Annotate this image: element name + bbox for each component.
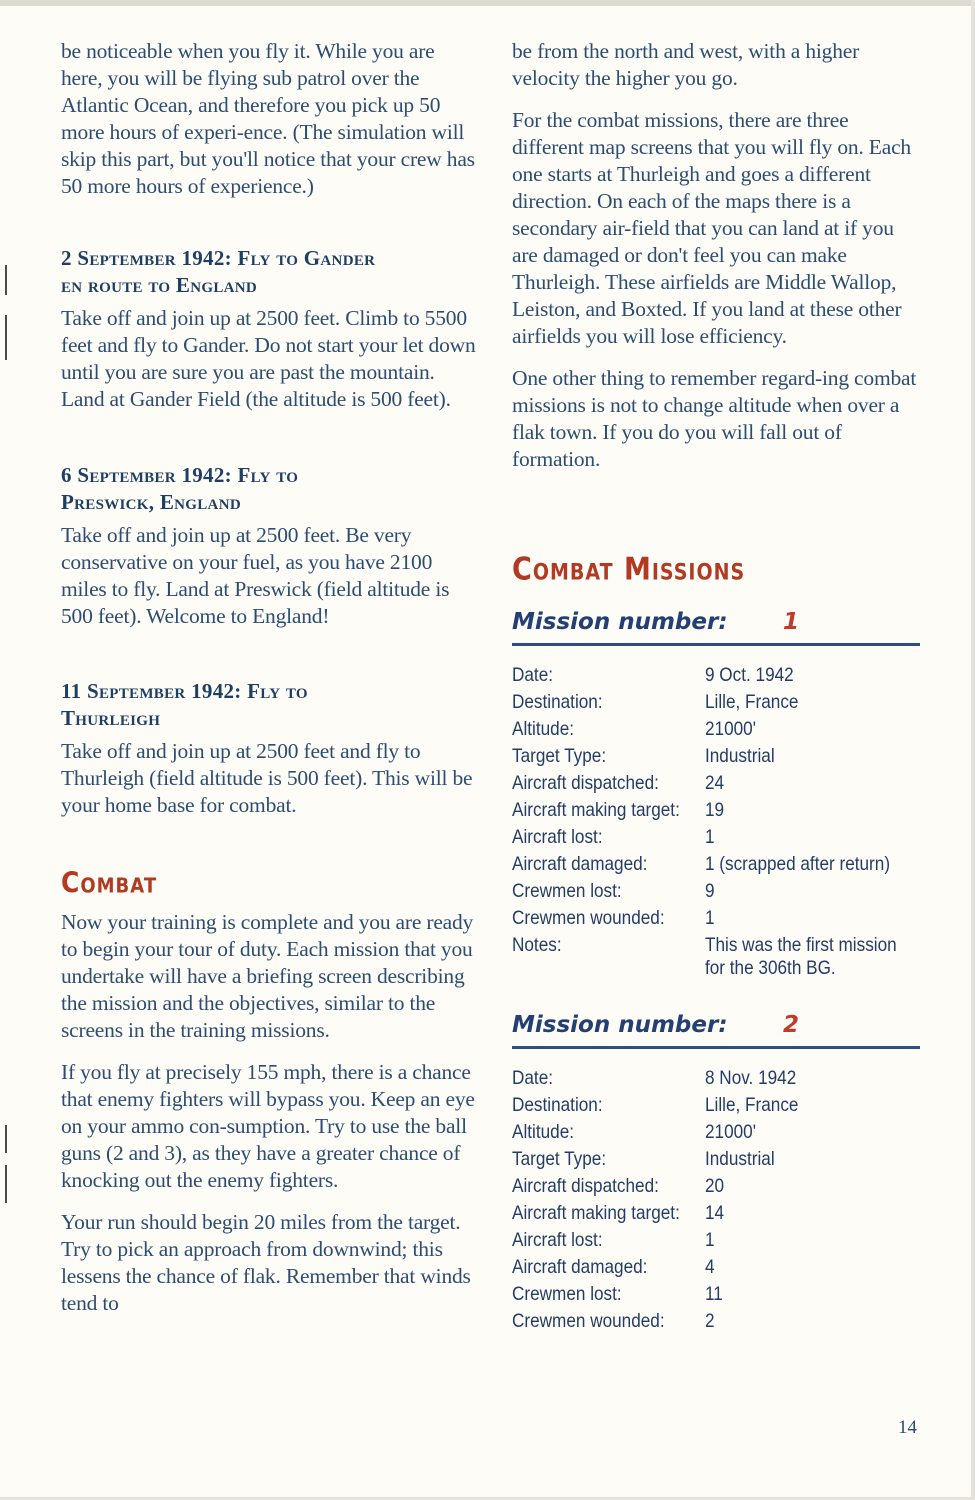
row-label: Crewmen wounded: bbox=[512, 1310, 665, 1332]
mission-row bbox=[512, 1175, 920, 1202]
row-value: 11 bbox=[705, 1283, 723, 1305]
mission-row bbox=[512, 907, 920, 934]
section-heading-line: 2 September 1942: Fly to Gander bbox=[61, 246, 376, 270]
mission-label: Mission number: bbox=[512, 609, 728, 635]
mission-row bbox=[512, 853, 920, 880]
mission-header bbox=[512, 609, 920, 646]
section-thurleigh bbox=[61, 678, 476, 834]
mission-row bbox=[512, 799, 920, 826]
scan-edge-right bbox=[971, 0, 975, 1500]
row-value: 21000' bbox=[705, 718, 756, 740]
notes-line: This was the first mission bbox=[705, 934, 897, 956]
mission-row bbox=[512, 1283, 920, 1310]
mission-row bbox=[512, 1202, 920, 1229]
row-value: 1 bbox=[705, 1229, 715, 1251]
section-heading bbox=[61, 462, 476, 516]
page-number: 14 bbox=[898, 1417, 917, 1438]
combat-missions-heading: Combat Missions bbox=[512, 552, 746, 588]
mission-row bbox=[512, 718, 920, 745]
row-value: 14 bbox=[705, 1202, 725, 1224]
mission-row bbox=[512, 1067, 920, 1094]
section-gander bbox=[61, 245, 476, 428]
mission-2-block bbox=[512, 1012, 920, 1337]
section-heading-line: en route to England bbox=[61, 273, 258, 297]
section-text: Take off and join up at 2500 feet and fly to Thurleigh (field altitude is 500 feet). This will be your home base for combat. bbox=[61, 739, 473, 817]
row-label: Target Type: bbox=[512, 1148, 607, 1170]
section-text: Take off and join up at 2500 feet. Be very conservative on your fuel, as you have 2100 miles to fly. Land at Preswick (field altitude is 500 feet). Welcome to England! bbox=[61, 523, 450, 628]
section-heading bbox=[61, 245, 476, 299]
right-paragraph: For the combat missions, there are three different map screens that you will fly on. Each one starts at Thurleigh and goes a different direction. On each of the maps there is a secondary air-field that you can land at if you are damaged or don't feel you can make Thurleigh. These airfields are Middle Wallop, Leiston, and Boxted. If you land at these other airfields you will lose efficiency. bbox=[512, 108, 911, 348]
mission-row bbox=[512, 664, 920, 691]
row-label: Date: bbox=[512, 1067, 554, 1089]
mission-row bbox=[512, 745, 920, 772]
row-value: 19 bbox=[705, 799, 725, 821]
row-label: Crewmen lost: bbox=[512, 880, 622, 902]
combat-heading: Combat bbox=[61, 866, 158, 900]
right-text bbox=[512, 38, 922, 488]
row-label: Aircraft making target: bbox=[512, 1202, 680, 1224]
row-label: Aircraft dispatched: bbox=[512, 772, 659, 794]
row-value: 21000' bbox=[705, 1121, 756, 1143]
row-label: Crewmen lost: bbox=[512, 1283, 622, 1305]
combat-paragraph: If you fly at precisely 155 mph, there is a chance that enemy fighters will bypass you. Keep an eye on your ammo con-sumption. Try to use the ball guns (2 and 3), as they have a greater chance of knocking out the enemy fighters. bbox=[61, 1060, 475, 1192]
notes-value bbox=[705, 934, 916, 980]
mission-header bbox=[512, 1012, 920, 1049]
binding-mark bbox=[5, 1125, 7, 1153]
row-label: Altitude: bbox=[512, 718, 575, 740]
mission-row bbox=[512, 826, 920, 853]
row-label: Aircraft lost: bbox=[512, 826, 603, 848]
binding-mark bbox=[5, 315, 7, 360]
row-label: Destination: bbox=[512, 691, 603, 713]
row-value: Industrial bbox=[705, 745, 775, 767]
binding-mark bbox=[5, 265, 7, 295]
section-preswick bbox=[61, 462, 476, 645]
row-value: 1 bbox=[705, 826, 715, 848]
section-heading bbox=[61, 678, 476, 732]
right-paragraph: One other thing to remember regard-ing combat missions is not to change altitude when over a flak town. If you do you will fall out of formation. bbox=[512, 366, 917, 471]
mission-row bbox=[512, 1148, 920, 1175]
row-label: Aircraft lost: bbox=[512, 1229, 603, 1251]
intro-paragraph: be noticeable when you fly it. While you are here, you will be flying sub patrol over the Atlantic Ocean, and therefore you pick up 50 more hours of experi-ence. (The simulation will skip this part, but you'll notice that your crew has 50 more hours of experience.) bbox=[61, 39, 475, 198]
section-text: Take off and join up at 2500 feet. Climb to 5500 feet and fly to Gander. Do not start your let down until you are sure you are past the mountain. Land at Gander Field (the altitude is 500 feet). bbox=[61, 306, 476, 411]
mission-row bbox=[512, 1256, 920, 1283]
right-paragraph: be from the north and west, with a higher velocity the higher you go. bbox=[512, 39, 860, 90]
row-value: 8 Nov. 1942 bbox=[705, 1067, 797, 1089]
row-label: Aircraft damaged: bbox=[512, 853, 648, 875]
row-value: 9 bbox=[705, 880, 715, 902]
row-value: 24 bbox=[705, 772, 725, 794]
mission-row bbox=[512, 1310, 920, 1337]
combat-text bbox=[61, 909, 476, 1332]
mission-1-block bbox=[512, 609, 920, 984]
mission-row bbox=[512, 880, 920, 907]
row-value: Industrial bbox=[705, 1148, 775, 1170]
section-heading-line: Preswick, England bbox=[61, 490, 241, 514]
section-heading-line: Thurleigh bbox=[61, 706, 161, 730]
row-value: 1 bbox=[705, 907, 715, 929]
mission-row bbox=[512, 1121, 920, 1148]
mission-number: 2 bbox=[783, 1012, 800, 1038]
binding-mark bbox=[5, 1165, 7, 1203]
row-value: 1 (scrapped after return) bbox=[705, 853, 891, 875]
row-label: Target Type: bbox=[512, 745, 607, 767]
notes-label: Notes: bbox=[512, 934, 562, 956]
row-label: Date: bbox=[512, 664, 554, 686]
mission-label: Mission number: bbox=[512, 1012, 728, 1038]
combat-paragraph: Your run should begin 20 miles from the target. Try to pick an approach from downwind; this lessens the chance of flak. Remember that winds tend to bbox=[61, 1210, 471, 1315]
row-value: Lille, France bbox=[705, 691, 799, 713]
mission-row bbox=[512, 1229, 920, 1256]
mission-row bbox=[512, 1094, 920, 1121]
row-value: 2 bbox=[705, 1310, 715, 1332]
row-label: Aircraft dispatched: bbox=[512, 1175, 659, 1197]
row-value: 4 bbox=[705, 1256, 715, 1278]
row-label: Aircraft making target: bbox=[512, 799, 680, 821]
scan-edge-top bbox=[0, 0, 975, 6]
combat-paragraph: Now your training is complete and you are ready to begin your tour of duty. Each mission that you undertake will have a briefing screen describing the mission and the objectives, similar to the screens in the training missions. bbox=[61, 910, 474, 1042]
mission-row bbox=[512, 772, 920, 799]
row-label: Aircraft damaged: bbox=[512, 1256, 648, 1278]
mission-notes-row bbox=[512, 934, 920, 984]
notes-line: for the 306th BG. bbox=[705, 957, 836, 979]
section-heading-line: 11 September 1942: Fly to bbox=[61, 679, 308, 703]
row-label: Crewmen wounded: bbox=[512, 907, 665, 929]
row-value: 20 bbox=[705, 1175, 725, 1197]
row-value: Lille, France bbox=[705, 1094, 799, 1116]
row-label: Altitude: bbox=[512, 1121, 575, 1143]
section-heading-line: 6 September 1942: Fly to bbox=[61, 463, 299, 487]
mission-number: 1 bbox=[783, 609, 800, 635]
mission-row bbox=[512, 691, 920, 718]
row-value: 9 Oct. 1942 bbox=[705, 664, 794, 686]
row-label: Destination: bbox=[512, 1094, 603, 1116]
